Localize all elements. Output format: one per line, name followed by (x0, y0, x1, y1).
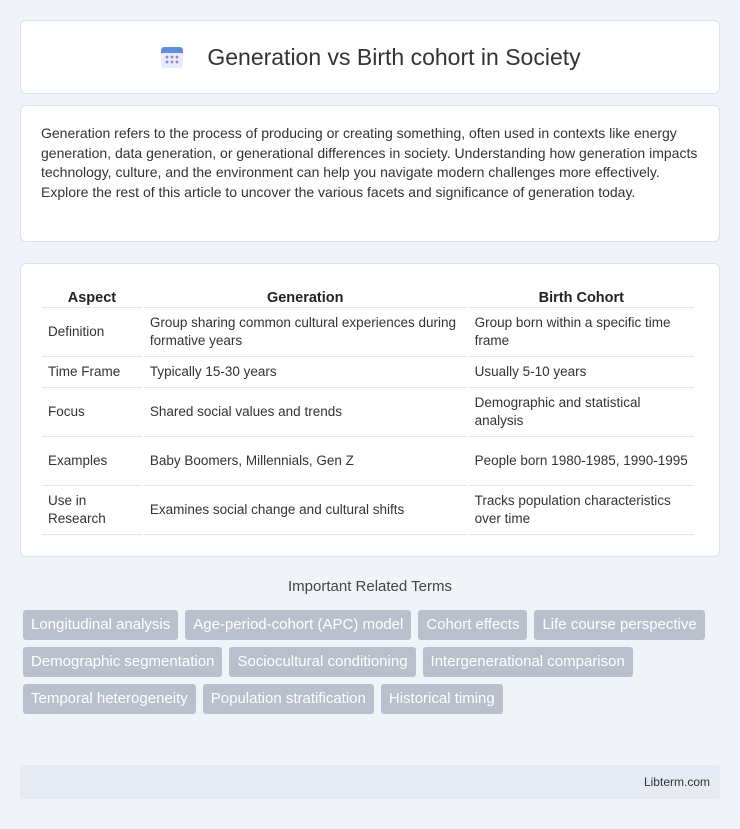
cell-birth-cohort: Group born within a specific time frame (469, 308, 694, 357)
related-term-tag[interactable]: Demographic segmentation (23, 647, 222, 677)
cell-birth-cohort: Demographic and statistical analysis (469, 388, 694, 437)
related-term-tag[interactable]: Population stratification (203, 684, 374, 714)
related-term-tag[interactable]: Life course perspective (534, 610, 704, 640)
cell-aspect: Use in Research (42, 486, 142, 535)
header-generation: Generation (144, 286, 467, 308)
calendar-icon (159, 44, 185, 70)
cell-generation: Examines social change and cultural shifts (144, 486, 467, 535)
cell-generation: Typically 15-30 years (144, 357, 467, 388)
header-card (20, 20, 720, 94)
comparison-table (40, 286, 696, 535)
cell-birth-cohort: Usually 5-10 years (469, 357, 694, 388)
cell-generation: Baby Boomers, Millennials, Gen Z (144, 437, 467, 486)
table-row (42, 308, 694, 357)
related-term-tag[interactable]: Temporal heterogeneity (23, 684, 196, 714)
cell-aspect: Definition (42, 308, 142, 357)
related-terms-list (23, 610, 713, 714)
intro-card (20, 105, 720, 242)
footer (20, 765, 720, 799)
related-term-tag[interactable]: Historical timing (381, 684, 503, 714)
related-term-tag[interactable]: Longitudinal analysis (23, 610, 178, 640)
page-title: Generation vs Birth cohort in Society (207, 43, 581, 70)
cell-aspect: Time Frame (42, 357, 142, 388)
cell-birth-cohort: People born 1980-1985, 1990-1995 (469, 437, 694, 486)
header-aspect: Aspect (42, 286, 142, 308)
title-wrap (159, 44, 580, 71)
table-row (42, 486, 694, 535)
table-row (42, 437, 694, 486)
related-term-tag[interactable]: Intergenerational comparison (423, 647, 633, 677)
table-header-row (42, 286, 694, 308)
related-term-tag[interactable]: Sociocultural conditioning (229, 647, 415, 677)
related-term-tag[interactable]: Age-period-cohort (APC) model (185, 610, 411, 640)
cell-generation: Shared social values and trends (144, 388, 467, 437)
intro-paragraph: Generation refers to the process of producing or creating something, often used in contexts like energy generation, data generation, or generational differences in society. Understanding how generation impacts technology, culture, and the environment can help you navigate modern challenges more effectively. Explore the rest of this article to uncover the various facets and significance of generation today. (41, 125, 698, 200)
related-terms-title: Important Related Terms (288, 578, 452, 595)
cell-birth-cohort: Tracks population characteristics over time (469, 486, 694, 535)
table-row (42, 357, 694, 388)
footer-site-link[interactable]: Libterm.com (643, 775, 710, 789)
related-term-tag[interactable]: Cohort effects (418, 610, 527, 640)
cell-generation: Group sharing common cultural experiences during formative years (144, 308, 467, 357)
header-birth-cohort: Birth Cohort (469, 286, 694, 308)
cell-aspect: Focus (42, 388, 142, 437)
comparison-table-card (20, 263, 720, 557)
cell-aspect: Examples (42, 437, 142, 486)
table-row (42, 388, 694, 437)
